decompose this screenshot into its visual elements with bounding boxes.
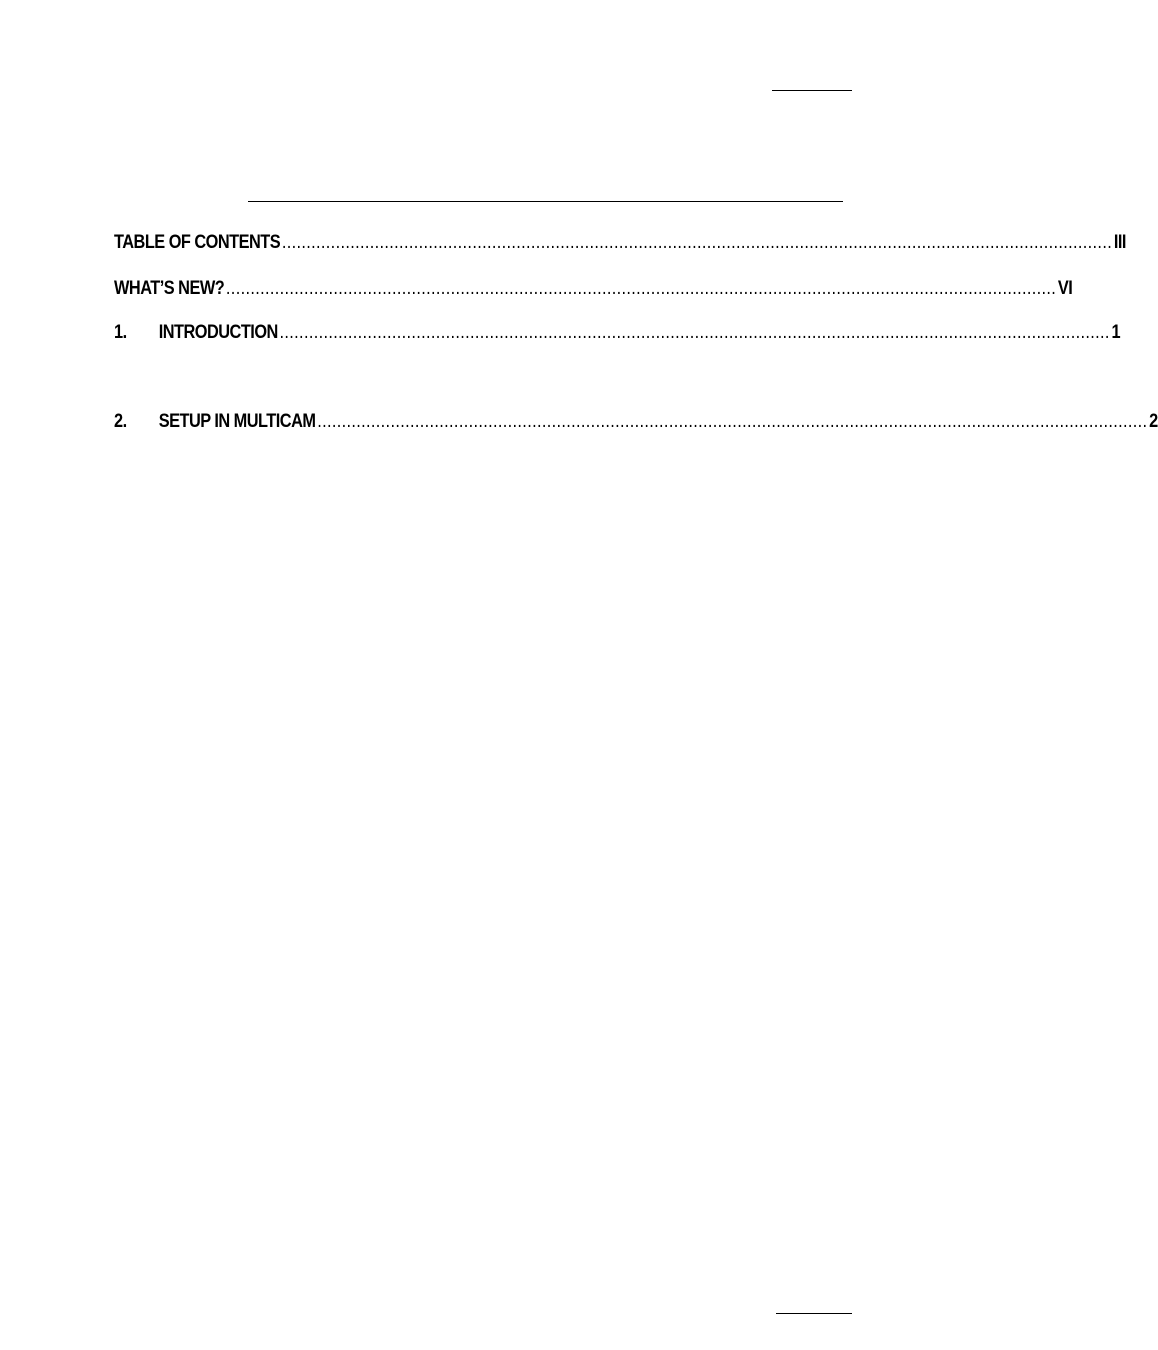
toc-leader-dots: .......................................................................................................................................................................... [279,322,1110,343]
toc-entry-page: VI [1057,278,1073,299]
header-rule [772,90,852,91]
heading-rule [248,201,843,202]
toc-leader-dots: .......................................................................................................................................................................... [317,411,1148,432]
toc-entry-setup-in-multicam[interactable] [114,409,1158,433]
toc-entry-page: 2 [1149,411,1158,432]
toc-entry-whats-new[interactable] [114,276,1073,300]
toc-entry-title: INTRODUCTION [158,322,278,343]
toc-entry-table-of-contents[interactable] [114,230,1126,254]
toc-entry-number: 2. [114,411,127,432]
footer-rule [776,1313,852,1314]
toc-entry-number: 1. [114,322,127,343]
toc-leader-dots: .......................................................................................................................................................................... [281,232,1113,253]
toc-entry-introduction[interactable] [114,320,1121,344]
toc-entry-title: TABLE OF CONTENTS [114,232,281,253]
toc-entry-page: 1 [1111,322,1121,343]
toc-entry-title: SETUP IN MULTICAM [158,411,316,432]
toc-entry-title: WHAT’S NEW? [114,278,225,299]
toc-entry-page: III [1113,232,1126,253]
toc-leader-dots: .......................................................................................................................................................................... [225,278,1057,299]
